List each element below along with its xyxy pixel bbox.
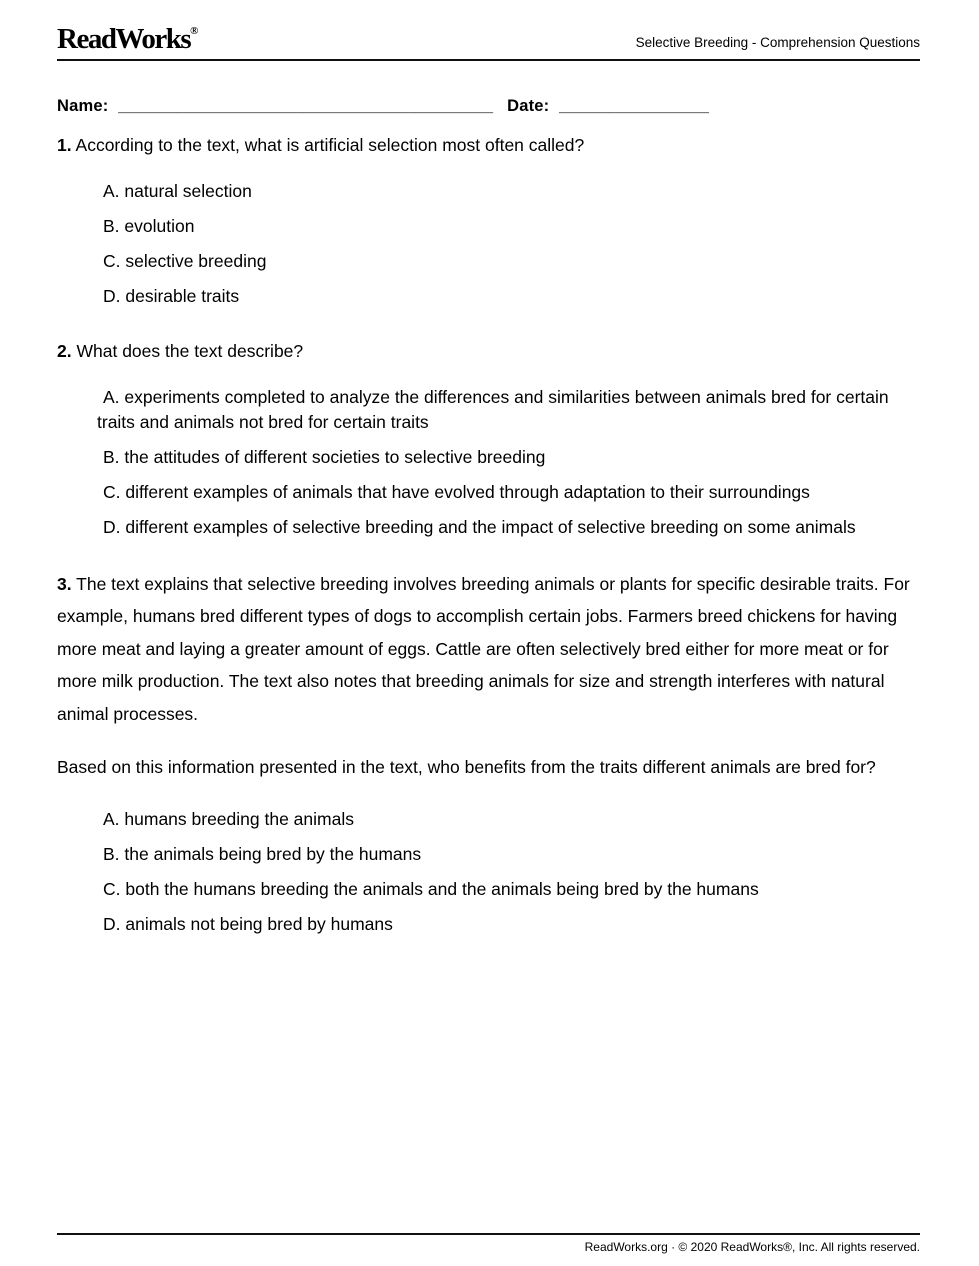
footer-copyright: ReadWorks.org · © 2020 ReadWorks®, Inc. All rights reserved. xyxy=(584,1240,920,1254)
question-2-options xyxy=(57,385,920,540)
question-3-options xyxy=(57,807,920,937)
question-1 xyxy=(57,133,920,309)
header-divider xyxy=(57,59,920,61)
question-1-option-b: B. evolution xyxy=(103,215,195,236)
question-2-prompt xyxy=(57,339,920,364)
question-1-prompt xyxy=(57,133,920,158)
readworks-logo-text: ReadWorks xyxy=(57,23,191,55)
question-2-option-d: D. different examples of selective breeding and the impact of selective breeding on some animals xyxy=(103,516,856,537)
question-1-option-a: A. natural selection xyxy=(103,180,252,201)
date-blank-line: ________________ xyxy=(559,96,710,115)
question-1-options xyxy=(57,179,920,309)
document-title: Selective Breeding - Comprehension Questions xyxy=(635,34,920,50)
worksheet-page xyxy=(57,0,920,947)
question-2-number: 2. xyxy=(57,340,72,361)
question-2 xyxy=(57,339,920,540)
page-footer xyxy=(57,1233,920,1254)
question-3-option-c: C. both the humans breeding the animals and the animals being bred by the humans xyxy=(103,878,759,899)
question-3-option-d: D. animals not being bred by humans xyxy=(103,913,393,934)
date-label: Date: xyxy=(507,96,550,115)
question-3 xyxy=(57,568,920,937)
registered-trademark-icon: ® xyxy=(190,25,199,37)
readworks-logo xyxy=(57,24,198,56)
question-1-option-d: D. desirable traits xyxy=(103,285,240,306)
question-3-option-b: B. the animals being bred by the humans xyxy=(103,843,422,864)
question-3-text: The text explains that selective breeding involves breeding animals or plants for specific desirable traits. For example, humans bred different types of dogs to accomplish certain jobs. Farmers breed chickens for having more meat and laying a greater amount of eggs. Cattle are often selectively bred either for more meat or for more milk production. The text also notes that breeding animals for size and strength interferes with natural animal processes. xyxy=(57,573,910,724)
question-3-followup-text: Based on this information presented in the text, who benefits from the traits different animals are bred for? xyxy=(57,757,876,778)
question-2-option-b: B. the attitudes of different societies to selective breeding xyxy=(103,446,546,467)
question-2-text: What does the text describe? xyxy=(76,340,304,361)
name-label: Name: xyxy=(57,96,109,115)
name-date-row xyxy=(57,97,920,116)
question-3-prompt xyxy=(57,568,920,731)
question-1-text: According to the text, what is artificial selection most often called? xyxy=(75,134,585,155)
question-1-option-c: C. selective breeding xyxy=(103,250,267,271)
question-3-number: 3. xyxy=(57,573,72,594)
name-blank-line: ________________________________________ xyxy=(118,96,494,115)
question-2-option-c: C. different examples of animals that have evolved through adaptation to their surroundings xyxy=(103,481,810,502)
question-1-number: 1. xyxy=(57,134,72,155)
footer-divider xyxy=(57,1233,920,1235)
document-header xyxy=(57,24,920,56)
question-3-option-a: A. humans breeding the animals xyxy=(103,808,354,829)
question-2-option-a: A. experiments completed to analyze the differences and similarities between animals bred for certain traits and animals not bred for certain traits xyxy=(97,386,889,432)
